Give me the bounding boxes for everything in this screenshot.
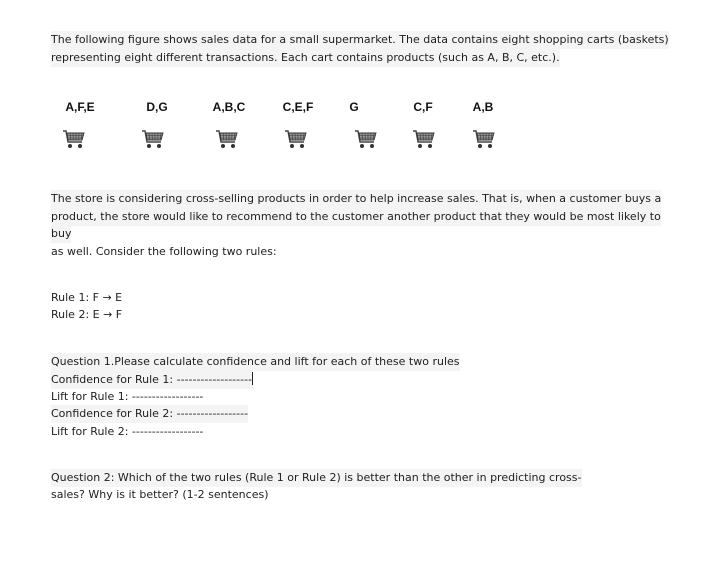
shopping-cart-icon: [354, 128, 378, 150]
cart-label: D,G: [146, 100, 168, 114]
cart-label: C,F: [413, 100, 433, 114]
context-line-2: product, the store would like to recommend to the customer another product that they would be most likely to: [51, 208, 661, 226]
cart-label: A,F,E: [65, 100, 95, 114]
confidence-rule-1[interactable]: [51, 370, 253, 389]
rule-2: Rule 2: E → F: [51, 308, 123, 321]
cart-label: G: [349, 100, 359, 114]
text-cursor: [252, 372, 253, 385]
cart-label: A,B,C: [212, 100, 246, 114]
context-line-3: buy: [51, 225, 71, 243]
shopping-cart-icon: [284, 128, 308, 150]
intro-line-2: representing eight different transactions. Each cart contains products (such as A, B, C, etc.).: [51, 49, 560, 67]
question-1-title: Question 1.Please calculate confidence and lift for each of these two rules: [51, 353, 460, 371]
context-line-4: as well. Consider the following two rules:: [51, 245, 277, 258]
context-line-1: The store is considering cross-selling products in order to help increase sales. That is, when a customer buys a: [51, 190, 661, 208]
shopping-cart-icon: [141, 128, 165, 150]
rule-1: Rule 1: F → E: [51, 291, 123, 304]
lift-rule-2[interactable]: Lift for Rule 2: ------------------: [51, 425, 204, 438]
intro-line-1: The following figure shows sales data for a small supermarket. The data contains eight shopping carts (baskets): [51, 31, 669, 49]
cart-label: A,B: [472, 100, 494, 114]
shopping-cart-icon: [62, 128, 86, 150]
shopping-cart-icon: [412, 128, 436, 150]
confidence-rule-2[interactable]: Confidence for Rule 2: ------------------: [51, 405, 248, 423]
confidence-rule-1-text: Confidence for Rule 1: -------------------: [51, 373, 253, 386]
cart-label: C,E,F: [282, 100, 314, 114]
lift-rule-1[interactable]: Lift for Rule 1: ------------------: [51, 390, 204, 403]
question-2-line-1: Question 2: Which of the two rules (Rule 1 or Rule 2) is better than the other in predicting cross-: [51, 469, 582, 487]
shopping-cart-icon: [215, 128, 239, 150]
question-2-line-2: sales? Why is it better? (1-2 sentences): [51, 488, 269, 501]
shopping-cart-icon: [472, 128, 496, 150]
